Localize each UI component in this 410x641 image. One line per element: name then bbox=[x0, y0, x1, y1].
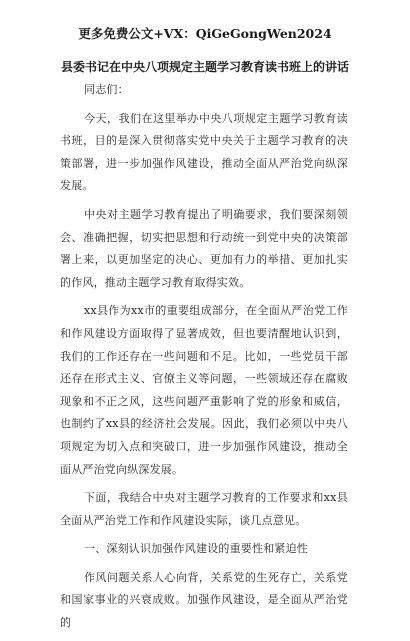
paragraph-2: 中央对主题学习教育提出了明确要求，我们要深刻领会、准确把握，切实把思想和行动统一到党中央的决策部署上来，以更加坚定的决心、更加有力的举措、更加扎实的作风，推动主题学习教育取得实效。 bbox=[60, 207, 348, 289]
document-body bbox=[60, 79, 348, 641]
paragraph-3: xx县作为xx市的重要组成部分，在全面从严治党工作和作风建设方面取得了显著成效，但也要清醒地认识到，我们的工作还存在一些问题和不足。比如，一些党员干部还存在形式主义、官僚主义等问题，一些领域还存在腐败现象和不正之风，这些问题严重影响了党的形象和威信，也制约了xx县的经济社会发展。因此，我们必须以中央八项规定为切入点和突破口，进一步加强作风建设，推动全面从严治党向纵深发展。 bbox=[60, 304, 348, 476]
promo-header: 更多免费公文+VX：QiGeGongWen2024 bbox=[78, 26, 332, 41]
salutation: 同志们： bbox=[84, 83, 129, 96]
paragraph-5: 作风问题关系人心向背，关系党的生死存亡，关系党和国家事业的兴衰成败。加强作风建设，是全面从严治党的 bbox=[60, 570, 348, 630]
document-title: 县委书记在中央八项规定主题学习教育读书班上的讲话 bbox=[60, 60, 349, 74]
section-heading-1: 一、深刻认识加强作风建设的重要性和紧迫性 bbox=[84, 542, 308, 556]
paragraph-4: 下面，我结合中央对主题学习教育的工作要求和xx县全面从严治党工作和作风建设实际，谈几点意见。 bbox=[60, 491, 348, 527]
paragraph-1: 今天，我们在这里举办中央八项规定主题学习教育读书班，目的是深入贯彻落实党中央关于主题学习教育的决策部署，进一步加强作风建设，推动全面从严治党向纵深发展。 bbox=[60, 111, 348, 193]
